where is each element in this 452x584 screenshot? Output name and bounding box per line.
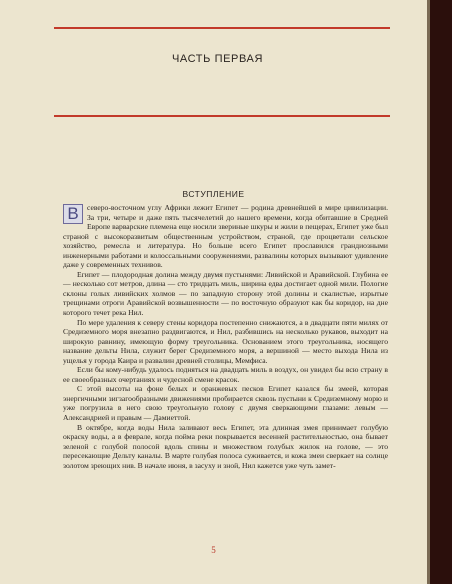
paragraph: Египет — плодородная долина между двумя пустынями: Ливийской и Аравийской. Глубина ее — несколько сот метров, длина — сто тридцать миль, ширина едва достигает одной мили. Пологие склоны голых ливийских холмов — по западную сторону этой долины и скалистые, изрытые трещинами отроги Аравийской возвышенности — по восточную образуют как бы коридор, на дне которого течет река Нил. [63, 269, 388, 318]
top-rule [54, 27, 390, 29]
paragraph: По мере удаления к северу стены коридора постепенно снижаются, а в двадцати пяти милях от Средиземного моря внезапно раздвигаются, и Нил, разбившись на несколько рукавов, выходит на широкую равнину, имеющую форму треугольника. Основанием этого треугольника, носящего название дельты Нила, служит берег Средиземного моря, а вершиной — место выхода Нила из ущелья у города Каира и развалин древней столицы, Мемфиса. [63, 317, 388, 365]
body-text [63, 203, 388, 470]
section-title: ВСТУПЛЕНИЕ [182, 189, 245, 199]
book-binding [430, 0, 452, 584]
drop-cap: В [63, 204, 83, 224]
paragraph [63, 203, 388, 270]
paragraph-text: северо-восточном углу Африки лежит Египет — родина древнейшей в мире цивилизации. За три, четыре и даже пять тысячелетий до нашего времени, когда обитавшие в Средней Европе варварские племена еще носили звериные шкуры и жили в пещерах, Египет уже был страной с высокоразвитым общественным устройством, страной, где процветали сельское хозяйство, ремесла и литература. Но больше всего Египет прославился грандиозными инженерными работами и колоссальными сооружениями, развалины которых вызывают удивление даже у современных технивов. [63, 203, 388, 270]
paragraph: С этой высоты на фоне белых и оранжевых песков Египет казался бы змеей, которая энергичными зигзагообразными движениями пробирается сквозь пустыни к Средиземному морю и уже погрузила в него свою треугольную голову с двумя сверкающими глазами: левым — Александрией и правым — Дамиеттой. [63, 384, 388, 423]
paragraph: В октябре, когда воды Нила заливают весь Египет, эта длинная змея принимает голубую окраску воды, а в феврале, когда пойма реки покрывается весенней растительностью, она бывает зеленой с голубой полосой вдоль спины и множеством голубых жилок на голове, — это пересекающие Дельту каналы. В марте голубая полоса суживается, и кожа змеи сверкает на солнце золотом зреющих нив. В начале июня, в засуху и зной, Нил кажется уже чуть замет- [63, 422, 388, 470]
paragraph: Если бы кому-нибудь удалось подняться на двадцать миль в воздух, он увидел бы всю страну в ее своеобразных очертаниях и чудесной смене красок. [63, 365, 388, 384]
page-number: 5 [211, 545, 216, 555]
part-title: ЧАСТЬ ПЕРВАЯ [172, 53, 264, 65]
title-rule [54, 115, 390, 117]
